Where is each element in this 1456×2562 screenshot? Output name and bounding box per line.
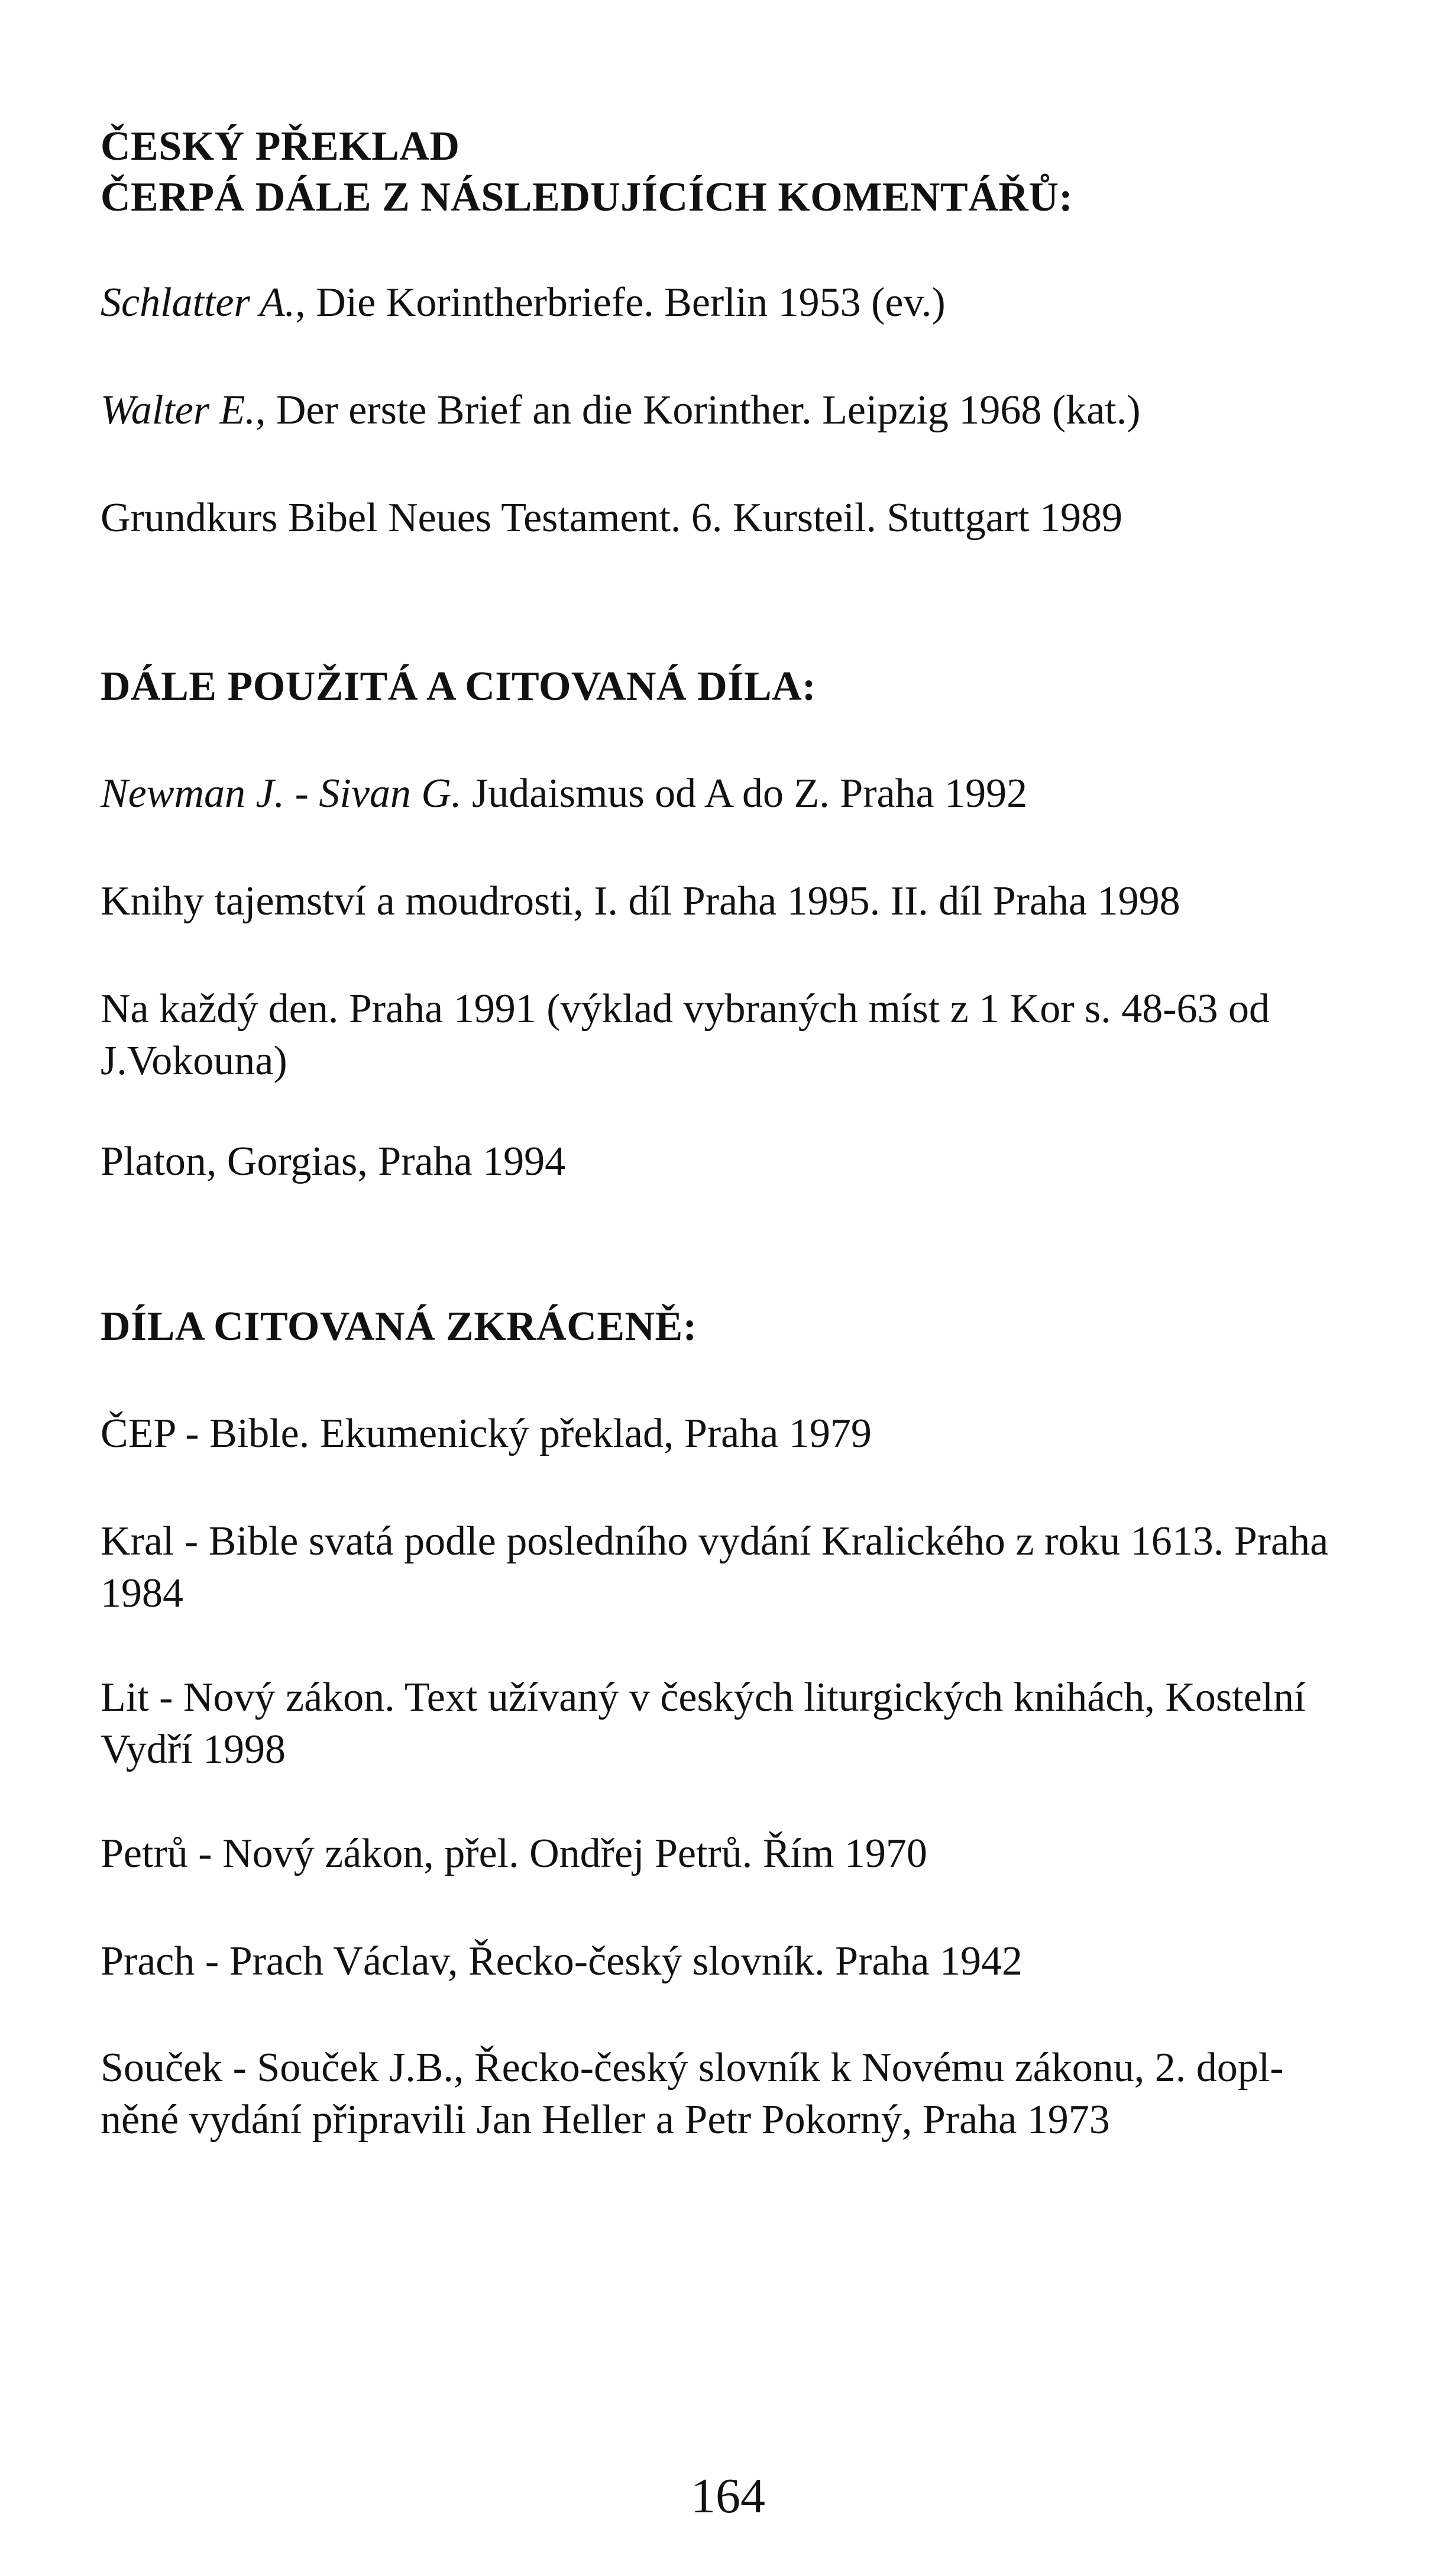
heading-line: ČESKÝ PŘEKLAD (101, 124, 460, 169)
heading-line: DÍLA CITOVANÁ ZKRÁCENĚ: (101, 1304, 697, 1349)
entry-author: Newman J. - Sivan G. (101, 771, 462, 816)
section-heading-czech-translation (101, 121, 1372, 223)
bibliography-entry (101, 1828, 1372, 1880)
entry-text: Platon, Gorgias, Praha 1994 (101, 1139, 566, 1184)
entry-line: něné vydání připravili Jan Heller a Petr Pokorný, Praha 1973 (101, 2097, 1110, 2143)
bibliography-entry (101, 875, 1372, 928)
section-heading-used-works (101, 661, 1372, 712)
bibliography-entry (101, 492, 1372, 544)
entry-line: Na každý den. Praha 1991 (výklad vybraných míst z 1 Kor s. 48-63 od (101, 986, 1270, 1032)
entry-line: J.Vokouna) (101, 1038, 287, 1084)
section-heading-abbreviated-works (101, 1301, 1372, 1352)
entry-text: Grundkurs Bibel Neues Testament. 6. Kursteil. Stuttgart 1989 (101, 495, 1123, 541)
entry-text: ČEP - Bible. Ekumenický překlad, Praha 1979 (101, 1411, 872, 1456)
entry-line: 1984 (101, 1571, 183, 1616)
entry-text: , Die Korintherbriefe. Berlin 1953 (ev.) (295, 280, 946, 325)
entry-line: Kral - Bible svatá podle posledního vydání Kralického z roku 1613. Praha (101, 1519, 1329, 1564)
entry-line: Vydří 1998 (101, 1727, 286, 1772)
entry-text: Petrů - Nový zákon, přel. Ondřej Petrů. Řím 1970 (101, 1831, 927, 1876)
bibliography-entry (101, 277, 1372, 329)
entry-text: Judaismus od A do Z. Praha 1992 (461, 771, 1028, 816)
heading-line: ČERPÁ DÁLE Z NÁSLEDUJÍCÍCH KOMENTÁŘŮ: (101, 175, 1073, 220)
bibliography-entry (101, 1936, 1372, 1988)
heading-line: DÁLE POUŽITÁ A CITOVANÁ DÍLA: (101, 664, 816, 709)
bibliography-entry (101, 1408, 1372, 1460)
entry-author: Schlatter A. (101, 280, 296, 325)
entry-text: Knihy tajemství a moudrosti, I. díl Praha 1995. II. díl Praha 1998 (101, 878, 1180, 924)
bibliography-entry (101, 983, 1372, 1087)
entry-line: Lit - Nový zákon. Text užívaný v českých liturgických knihách, Kostelní (101, 1675, 1306, 1720)
entry-text: , Der erste Brief an die Korinther. Leipzig 1968 (kat.) (255, 387, 1141, 433)
page-number: 164 (691, 2469, 765, 2524)
bibliography-entry (101, 385, 1372, 437)
entry-author: Walter E. (101, 387, 255, 433)
bibliography-entry (101, 2042, 1372, 2146)
entry-line: Souček - Souček J.B., Řecko-český slovník k Novému zákonu, 2. dopl- (101, 2045, 1284, 2091)
bibliography-entry (101, 1136, 1372, 1188)
entry-text: Prach - Prach Václav, Řecko-český slovník. Praha 1942 (101, 1939, 1023, 1984)
bibliography-entry (101, 1672, 1372, 1776)
bibliography-entry (101, 1516, 1372, 1620)
bibliography-entry (101, 768, 1372, 820)
